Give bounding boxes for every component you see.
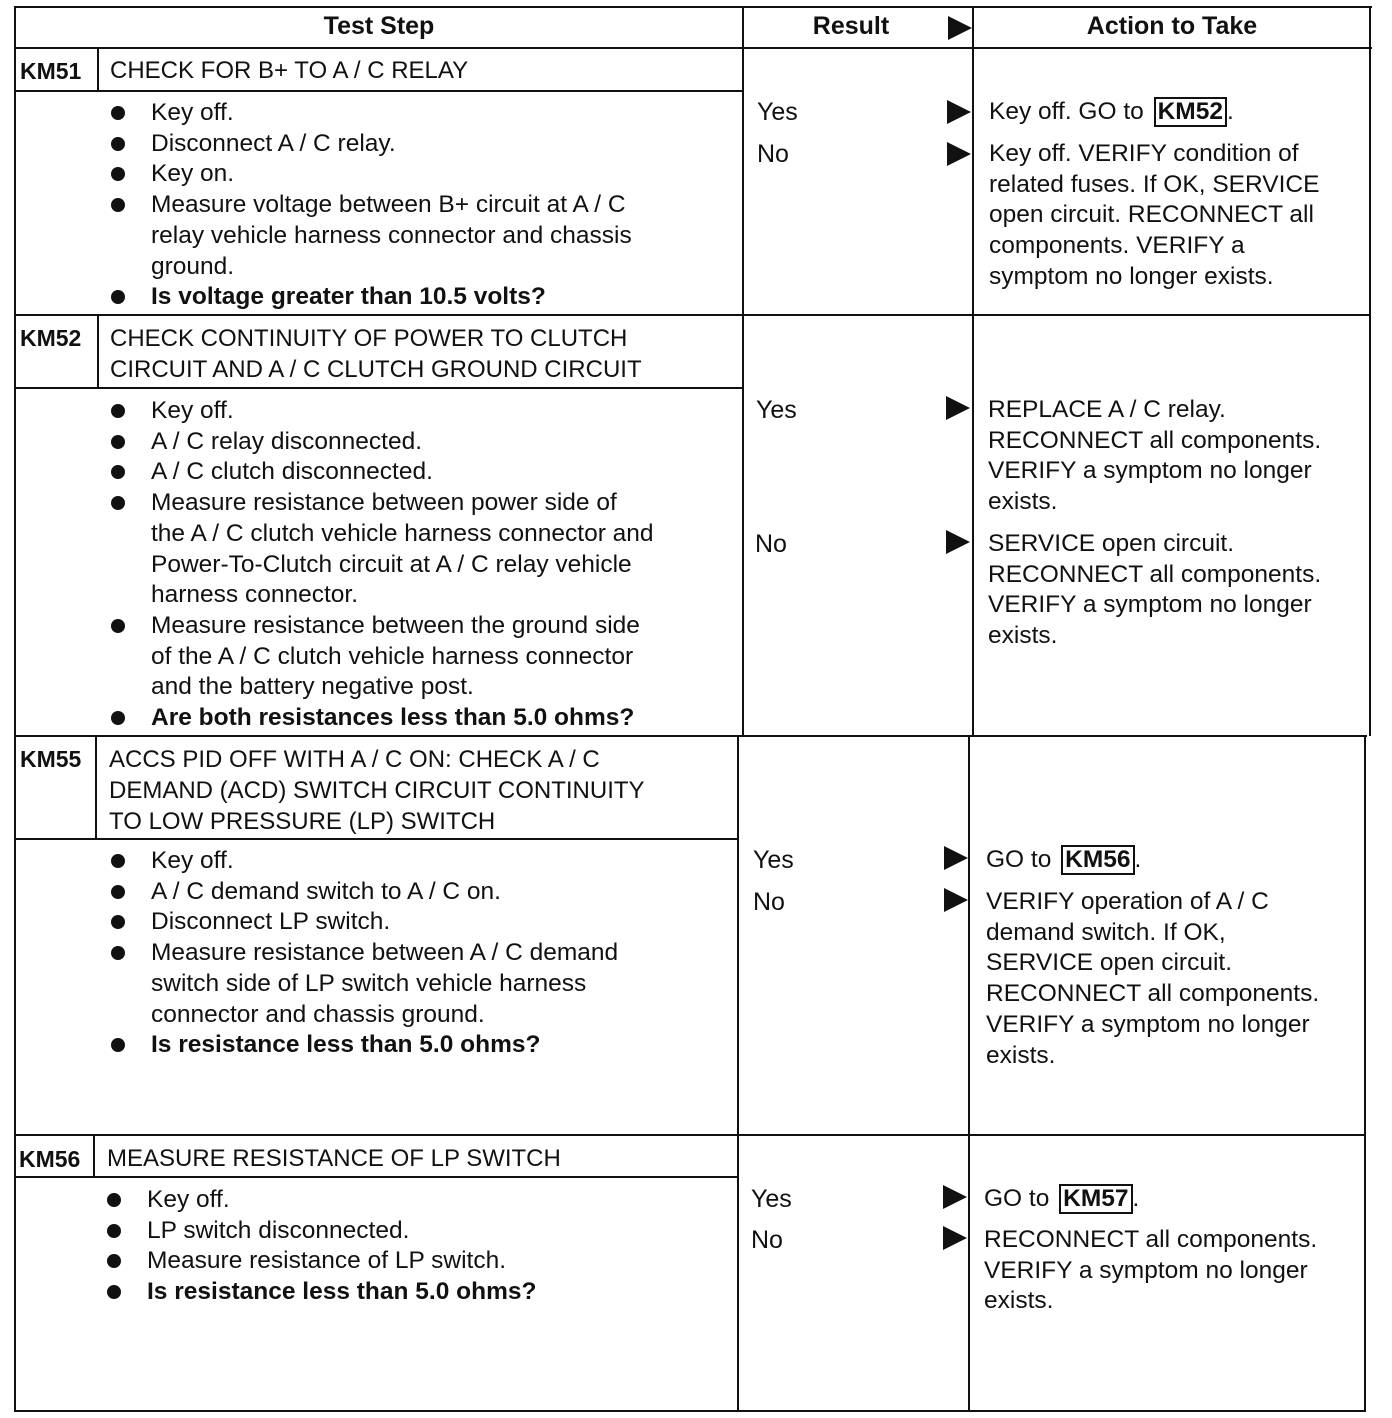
result-no: No	[751, 1226, 783, 1254]
title-underline	[14, 387, 742, 389]
row-separator	[14, 735, 1367, 737]
bullet-icon	[107, 1285, 121, 1299]
header-arrow-icon	[948, 16, 972, 40]
list-item: Measure resistance between the ground side of the A / C clutch vehicle harness connector and the battery negative post.	[111, 611, 654, 703]
header-test-step: Test Step	[323, 11, 435, 40]
action-no: SERVICE open circuit. RECONNECT all components. VERIFY a symptom no longer exists.	[988, 530, 1322, 650]
step-title	[110, 55, 468, 86]
bullet-icon	[111, 915, 125, 929]
step-code: KM51	[20, 58, 82, 84]
result-yes: Yes	[756, 396, 797, 424]
table-border-left	[14, 6, 16, 1412]
code-divider	[93, 1136, 95, 1177]
bullet-icon	[111, 435, 125, 449]
header-divider	[14, 47, 1372, 49]
action-yes: GO to KM57 .	[984, 1185, 1140, 1212]
list-item: Measure voltage between B+ circuit at A / C relay vehicle harness connector and chassis ground.	[111, 190, 632, 282]
row-separator	[14, 1134, 1366, 1136]
header-action: Action to Take	[1086, 11, 1258, 40]
code-divider	[95, 737, 97, 839]
bullet-icon	[111, 885, 125, 899]
table-border-bottom	[14, 1410, 1366, 1412]
step-title	[109, 744, 645, 837]
bullet-icon	[111, 290, 125, 304]
bullet-icon	[111, 106, 125, 120]
result-no: No	[753, 888, 785, 916]
result-column-left	[742, 6, 744, 736]
action-no: VERIFY operation of A / C demand switch. If OK, SERVICE open circuit. RECONNECT all components. VERIFY a symptom no longer exists.	[986, 888, 1320, 1069]
result-yes: Yes	[751, 1185, 792, 1213]
bullet-icon	[111, 167, 125, 181]
action-yes: Key off. GO to KM52 .	[989, 98, 1234, 125]
list-item: Key off.	[111, 98, 632, 129]
table-border-top	[14, 6, 1372, 8]
step-title-line: CIRCUIT AND A / C CLUTCH GROUND CIRCUIT	[110, 356, 642, 383]
list-item: Measure resistance between A / C demand switch side of LP switch vehicle harness connector and chassis ground.	[111, 938, 618, 1030]
bullet-icon	[111, 465, 125, 479]
step-list	[107, 1185, 536, 1308]
list-item: A / C clutch disconnected.	[111, 457, 654, 488]
action-column-left	[972, 6, 974, 736]
step-title	[107, 1143, 561, 1174]
arrow-right-icon	[946, 530, 970, 554]
action-no: RECONNECT all components. VERIFY a symptom no longer exists.	[984, 1226, 1318, 1315]
list-item: A / C relay disconnected.	[111, 427, 654, 458]
bullet-icon	[111, 137, 125, 151]
step-code: KM52	[20, 325, 82, 351]
action-column-left-lower	[968, 736, 970, 1412]
bullet-icon	[111, 854, 125, 868]
list-item: Disconnect A / C relay.	[111, 129, 632, 160]
step-list	[111, 396, 654, 734]
action-no: Key off. VERIFY condition of related fuses. If OK, SERVICE open circuit. RECONNECT all components. VERIFY a symptom no longer exists.	[989, 140, 1320, 290]
arrow-right-icon	[947, 100, 971, 124]
list-item: Is resistance less than 5.0 ohms?	[111, 1030, 618, 1061]
bullet-icon	[111, 198, 125, 212]
step-title-line: TO LOW PRESSURE (LP) SWITCH	[109, 808, 496, 835]
action-yes: REPLACE A / C relay. RECONNECT all components. VERIFY a symptom no longer exists.	[988, 396, 1322, 516]
step-title-line: CHECK FOR B+ TO A / C RELAY	[110, 57, 469, 84]
step-title	[110, 323, 642, 385]
step-title-line: DEMAND (ACD) SWITCH CIRCUIT CONTINUITY	[109, 777, 645, 804]
list-item: LP switch disconnected.	[107, 1216, 536, 1247]
title-underline	[14, 1176, 737, 1178]
result-column-left-lower	[737, 736, 739, 1412]
title-underline	[14, 838, 737, 840]
table-border-right-lower	[1364, 736, 1366, 1412]
arrow-right-icon	[944, 846, 968, 870]
title-underline	[14, 90, 742, 92]
step-code: KM56	[19, 1146, 81, 1172]
list-item: Disconnect LP switch.	[111, 907, 618, 938]
bullet-icon	[111, 619, 125, 633]
result-no: No	[755, 530, 787, 558]
list-item: Are both resistances less than 5.0 ohms?	[111, 703, 654, 734]
step-reference: KM56	[1061, 845, 1134, 875]
step-list	[111, 98, 632, 313]
bullet-icon	[111, 1038, 125, 1052]
result-yes: Yes	[753, 846, 794, 874]
bullet-icon	[111, 404, 125, 418]
list-item: Is voltage greater than 10.5 volts?	[111, 282, 632, 313]
bullet-icon	[107, 1224, 121, 1238]
bullet-icon	[107, 1193, 121, 1207]
list-item: Measure resistance between power side of the A / C clutch vehicle harness connector and Power-To-Clutch circuit at A / C relay vehicle harness connector.	[111, 488, 654, 611]
step-title-line: CHECK CONTINUITY OF POWER TO CLUTCH	[110, 325, 628, 352]
bullet-icon	[111, 711, 125, 725]
row-separator	[14, 314, 1371, 316]
list-item: Key off.	[107, 1185, 536, 1216]
step-reference: KM52	[1154, 97, 1227, 127]
bullet-icon	[111, 496, 125, 510]
list-item: Is resistance less than 5.0 ohms?	[107, 1277, 536, 1308]
code-divider	[97, 49, 99, 91]
step-title-line: ACCS PID OFF WITH A / C ON: CHECK A / C	[109, 746, 600, 773]
list-item: Key off.	[111, 846, 618, 877]
bullet-icon	[107, 1254, 121, 1268]
step-list	[111, 846, 618, 1061]
arrow-right-icon	[943, 1185, 967, 1209]
bullet-icon	[111, 946, 125, 960]
action-yes: GO to KM56 .	[986, 846, 1142, 873]
arrow-right-icon	[943, 1226, 967, 1250]
table-border-right	[1369, 6, 1371, 736]
arrow-right-icon	[944, 888, 968, 912]
header-result: Result	[812, 11, 890, 40]
list-item: Key on.	[111, 159, 632, 190]
arrow-right-icon	[946, 396, 970, 420]
step-reference: KM57	[1059, 1184, 1132, 1214]
list-item: A / C demand switch to A / C on.	[111, 877, 618, 908]
arrow-right-icon	[947, 142, 971, 166]
result-yes: Yes	[757, 98, 798, 126]
result-no: No	[757, 140, 789, 168]
code-divider	[97, 316, 99, 388]
step-title-line: MEASURE RESISTANCE OF LP SWITCH	[107, 1145, 561, 1172]
list-item: Key off.	[111, 396, 654, 427]
list-item: Measure resistance of LP switch.	[107, 1246, 536, 1277]
step-code: KM55	[20, 746, 82, 772]
